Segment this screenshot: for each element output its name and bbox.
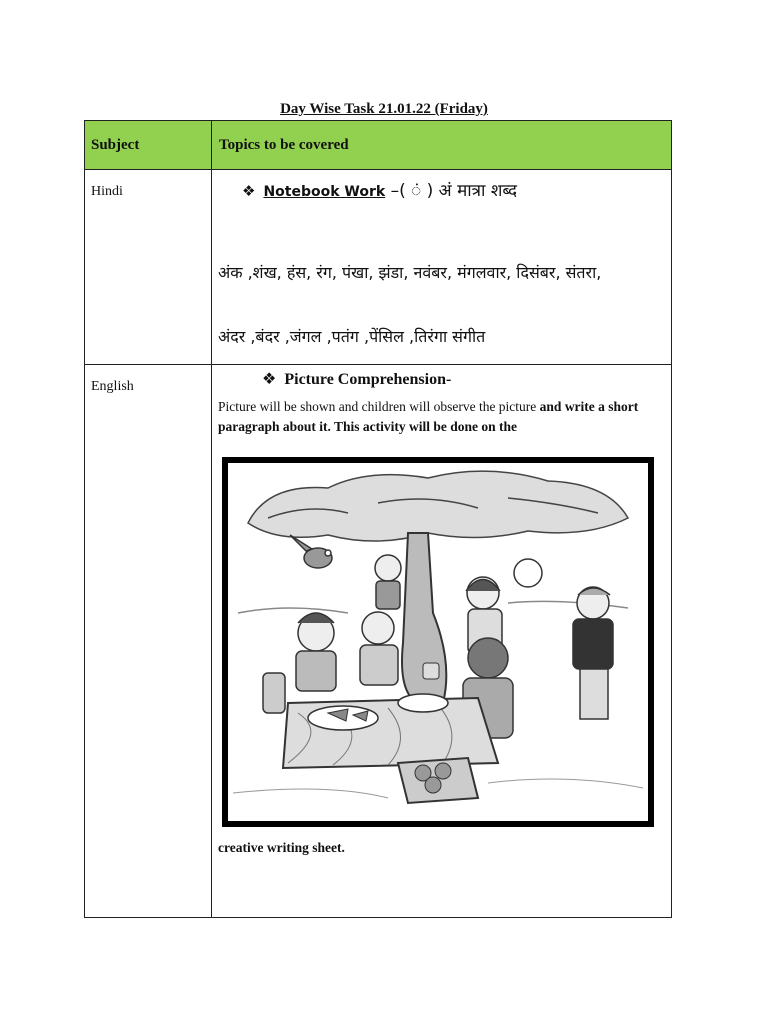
diamond-bullet-icon: ❖ — [262, 369, 277, 388]
picnic-illustration — [222, 457, 654, 827]
english-topics-cell — [212, 365, 672, 918]
hindi-words-line1: अंक ,शंख, हंस, रंग, पंखा, झंडा, नवंबर, मंगलवार, दिसंबर, संतरा, — [218, 263, 602, 282]
table-row — [85, 365, 672, 918]
task-table — [84, 120, 672, 918]
diamond-bullet-icon: ❖ — [242, 182, 256, 200]
activity-ending: creative writing sheet. — [218, 840, 345, 855]
notebook-work-topic: –( ं ) अं मात्रा शब्द — [385, 181, 518, 201]
table-header-row — [85, 121, 672, 170]
activity-label: Picture Comprehension- — [284, 371, 452, 388]
subject-english: English — [85, 365, 212, 918]
table-row — [85, 170, 672, 365]
subject-hindi: Hindi — [85, 170, 212, 365]
hindi-topics-cell — [212, 170, 672, 365]
header-topics: Topics to be covered — [212, 121, 672, 170]
header-subject: Subject — [85, 121, 212, 170]
hindi-words-line2: अंदर ,बंदर ,जंगल ,पतंग ,पेंसिल ,तिरंगा संगीत — [218, 327, 486, 346]
description-bold: and write a short paragraph about it. This activity will be done on the — [218, 399, 639, 434]
description-normal: Picture will be shown and children will observe the picture — [218, 399, 540, 414]
picture-comprehension-heading — [262, 369, 451, 389]
page-title: Day Wise Task 21.01.22 (Friday) — [280, 101, 488, 117]
notebook-work-line — [242, 178, 517, 201]
notebook-work-label: Notebook Work — [263, 184, 386, 200]
activity-description — [218, 397, 666, 437]
